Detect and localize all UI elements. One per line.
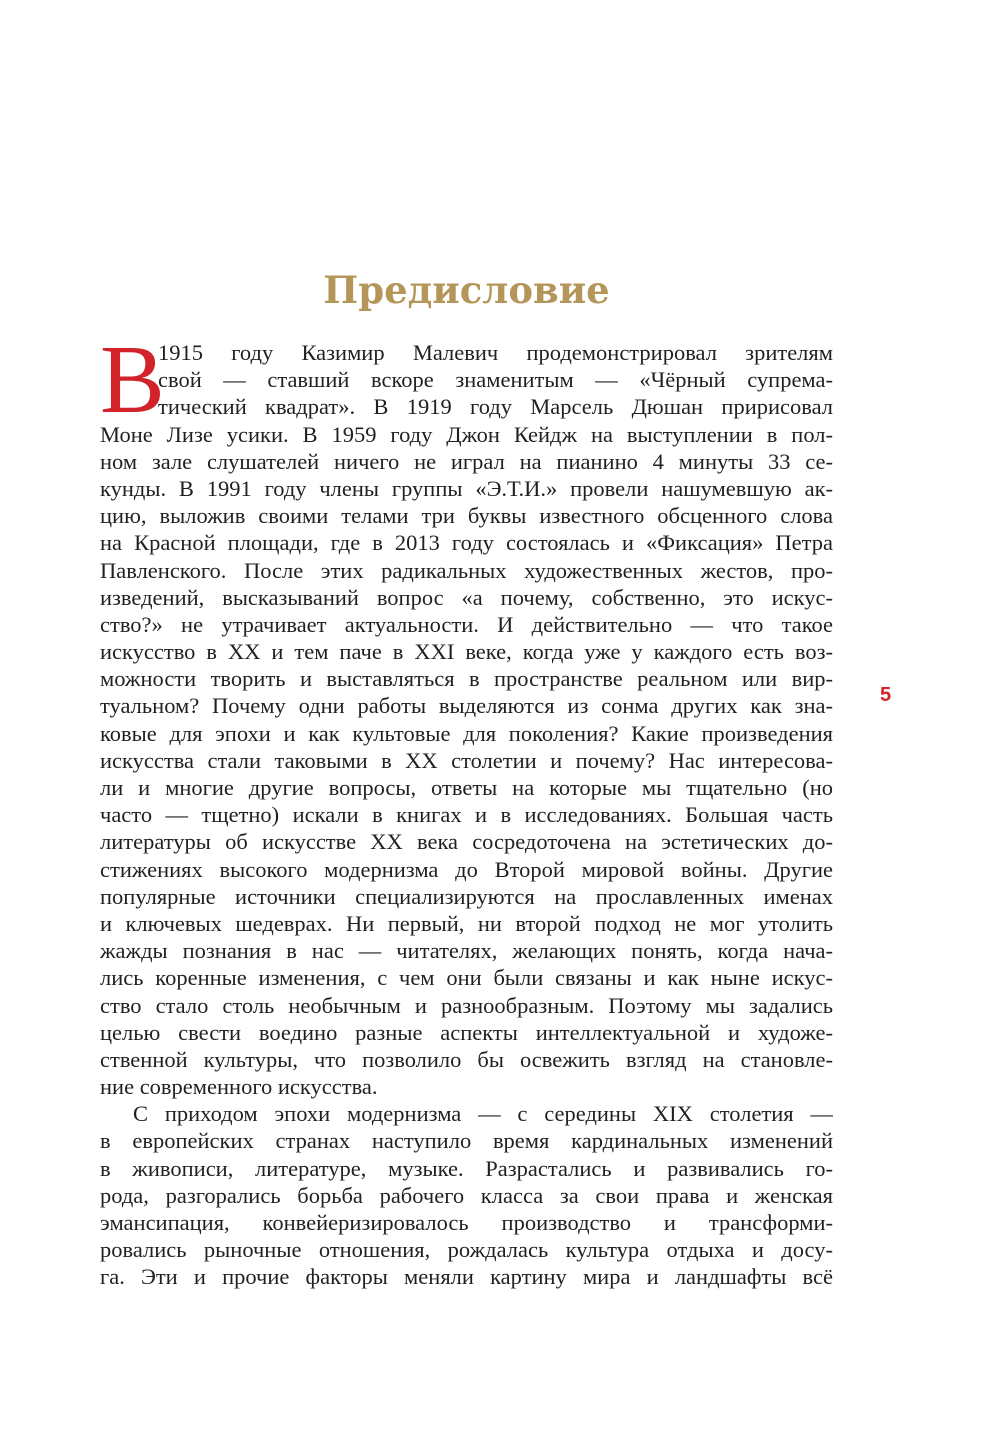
text-line: ли и многие другие вопросы, ответы на которые мы тщательно (но (100, 775, 833, 800)
text-line: целью свести воедино разные аспекты интеллектуальной и художе- (100, 1019, 833, 1045)
text-line: в европейских странах наступило время кардинальных изменений (100, 1128, 833, 1154)
text-line: в живописи, литературе, музыке. Разрастались и развивались го- (100, 1155, 833, 1181)
text-line: часто — тщетно) искали в книгах и в исследованиях. Большая часть (100, 802, 833, 828)
text-line: тический квадрат». В 1919 году Марсель Дюшан пририсовал (158, 394, 833, 420)
text-line: ственной культуры, что позволило бы освежить взгляд на становле- (100, 1046, 833, 1072)
text-line: лись коренные изменения, с чем они были связаны и как ныне искус- (100, 965, 833, 991)
text-line: изведений, высказываний вопрос «а почему, собственно, это искус- (100, 584, 833, 610)
text-line: искусство в XX и тем паче в XXI веке, когда уже у каждого есть воз- (100, 639, 833, 665)
text-line: литературы об искусстве XX века сосредоточена на эстетических до- (100, 829, 833, 855)
text-line: цию, выложив своими телами три буквы известного обсценного слова (100, 503, 833, 529)
text-line: рода, разгорались борьба рабочего класса за свои права и женская (100, 1182, 833, 1208)
text-line: С приходом эпохи модернизма — с середины XIX столетия — (133, 1101, 833, 1127)
page-title: Предисловие (323, 268, 610, 312)
text-line: и ключевых шедеврах. Ни первый, ни второй подход не мог утолить (100, 910, 833, 936)
text-line: ном зале слушателей ничего не играл на пианино 4 минуты 33 се- (100, 448, 833, 474)
text-line: популярные источники специализируются на прославленных именах (100, 883, 833, 909)
paragraph-1 (100, 326, 833, 1100)
text-line: кунды. В 1991 году члены группы «Э.Т.И.» провели нашумевшую ак- (100, 475, 833, 501)
text-line: можности творить и выставляться в пространстве реальном или вир- (100, 666, 833, 692)
text-line: Моне Лизе усики. В 1959 году Джон Кейдж на выступлении в пол- (100, 421, 833, 447)
text-line: на Красной площади, где в 2013 году состоялась и «Фиксация» Петра (100, 530, 833, 556)
text-line: жажды познания в нас — читателях, желающих понять, когда нача- (100, 938, 833, 964)
text-line: 1915 году Казимир Малевич продемонстрировал зрителям (158, 340, 833, 365)
text-line: ние современного искусства. (100, 1074, 378, 1100)
page-number: 5 (880, 684, 892, 706)
text-line: свой — ставший вскоре знаменитым — «Чёрный супрема- (158, 367, 833, 393)
text-line: Павленского. После этих радикальных художественных жестов, про- (100, 557, 833, 583)
text-line: га. Эти и прочие факторы меняли картину мира и ландшафты всё (100, 1264, 833, 1290)
text-line: ровались рыночные отношения, рождалась культура отдыха и досу- (100, 1237, 833, 1263)
text-line: ство?» не утрачивает актуальности. И действительно — что такое (100, 611, 833, 637)
text-line: стижениях высокого модернизма до Второй мировой войны. Другие (100, 856, 833, 882)
body-text (100, 326, 833, 1291)
paragraph-2 (100, 1100, 833, 1290)
text-line: ство стало столь необычным и разнообразным. Поэтому мы задались (100, 992, 833, 1018)
text-line: туальном? Почему одни работы выделяются из сонма других как зна- (100, 693, 833, 719)
text-line: ковые для эпохи и как культовые для поколения? Какие произведения (100, 720, 833, 746)
text-line: искусства стали таковыми в XX столетии и почему? Нас интересова- (100, 747, 833, 773)
drop-cap: В (100, 326, 165, 433)
text-line: эмансипация, конвейеризировалось производство и трансформи- (100, 1210, 833, 1235)
